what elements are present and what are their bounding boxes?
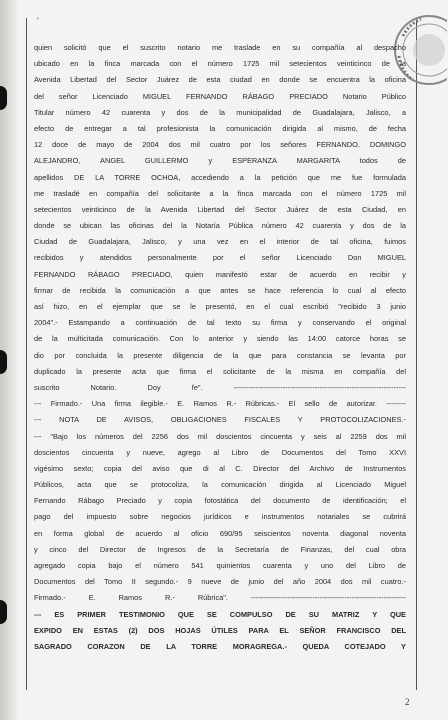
text-line: efecto de entregar a tal profesionista la comunicación dirigida al mismo, de fecha <box>34 123 406 133</box>
text-line: Firmado.- E. Ramos R.- Rúbrica". --------------------------------------------------------------- <box>34 593 406 603</box>
text-line: --- Firmado.- Una firma ilegible.- E. Ramos R.- Rúbricas.- El sello de autorizar. -------- <box>34 399 406 409</box>
text-line: Ciudad de Guadalajara, Jalisco, y una vez en el interior de tal oficina, fuimos <box>34 237 406 247</box>
text-line: ALEJANDRO, ANGEL GUILLERMO y ESPERANZA MARGARITA todos de <box>34 156 406 166</box>
right-margin-line <box>416 18 417 690</box>
text-line: duplicado la presente acta que firma el solicitante de la misma en compañía del <box>34 366 406 376</box>
text-line: pago del impuesto sobre negocios jurídicos e instrumentos notariales se cubrirá <box>34 512 406 522</box>
text-line: firmar de recibida la comunicación a que antes se hace referencia lo cual al efecto <box>34 285 406 295</box>
page-number: 2 <box>405 697 410 707</box>
text-line: quien solicitó que el suscrito notario me traslade en su compañía al despacho <box>34 43 406 52</box>
text-line: 2004".- Estampando a continuación de tal texto su firma y conservando el original <box>34 318 406 328</box>
text-line: donde se ubican las oficinas del la Notaría Pública número 42 cuarenta y dos de la <box>34 221 406 231</box>
text-line: del señor Licenciado MIGUEL FERNANDO RÁBAGO PRECIADO Notario Público <box>34 91 406 101</box>
text-line: EXPIDO EN ESTAS (2) DOS HOJAS ÚTILES PARA EL SEÑOR FRANCISCO DEL <box>34 625 406 635</box>
text-line: --- NOTA DE AVISOS, OBLIGACIONES FISCALES Y PROTOCOLIZACIONES.- <box>34 415 406 425</box>
left-margin-line <box>26 18 27 690</box>
text-line: y cinco del Director de Ingresos de la Secretaría de Finanzas, del cual obra <box>34 544 406 554</box>
top-mark: ' <box>37 16 39 26</box>
text-line: 12 doce de mayo de 2004 dos mil cuatro por los señores FERNANDO, DOMINGO <box>34 140 406 150</box>
text-line: dio por concluida la presente diligencia de la que para constancia se levanta por <box>34 350 406 360</box>
text-line: Públicos, acta que se protocoliza, la comunicación dirigida al Licenciado Miguel <box>34 480 406 490</box>
text-line: de la multicitada comunicación. Con lo anterior y siendo las 14:00 catorce horas se <box>34 334 406 344</box>
text-line: apellidos DE LA TORRE OCHOA, accediendo a la petición que me fue formulada <box>34 172 406 182</box>
text-line: doscientos cincuenta y nueve, agrego al Libro de Documentos del Tomo XXVI <box>34 447 406 457</box>
text-line: Documentos del Tomo II segundo.- 9 nueve de junio del año 2004 dos mil cuatro.- <box>34 577 406 587</box>
text-line: así hizo, en el ejemplar que se le presentó, en el cual escribió "recibido 3 junio <box>34 302 406 311</box>
text-line: --- ES PRIMER TESTIMONIO QUE SE COMPULSO DE SU MATRIZ Y QUE <box>34 609 406 619</box>
binder-hole-mark <box>0 600 7 624</box>
text-line: Fernando Rábago Preciado y copia fotostática del documento de identificación; el <box>34 496 406 506</box>
text-line: vigésimo sexto; copia del aviso que di al C. Director del Archivo de Instrumentos <box>34 463 406 473</box>
text-line: ubicado en la finca marcada con el número 1725 mil setecientos veinticinco de la <box>34 59 406 69</box>
text-line: --- "Bajo los números del 2256 dos mil doscientos cincuenta y seis al 2259 dos mil <box>34 431 406 441</box>
text-line: suscrito Notario. Doy fe". ---------------------------------------------------------------------- <box>34 382 406 392</box>
text-line: recibidos y atendidos personalmente por el señor Licenciado Don MIGUEL <box>34 253 406 263</box>
text-line: agregado copia bajo el número 541 quinientos cuarenta y uno del Libro de <box>34 561 406 570</box>
text-line: FERNANDO RÁBAGO PRECIADO, quien manifestó estar de acuerdo en recibir y <box>34 269 406 279</box>
text-line: setecientos veinticinco de la Avenida Libertad del Sector Juárez de esta Ciudad, en <box>34 204 406 214</box>
binder-hole-mark <box>0 86 7 110</box>
binder-hole-mark <box>0 350 7 374</box>
text-line: me trasladé en compañía del solicitante a la finca marcada con el número 1725 mil <box>34 188 406 198</box>
text-line: en forma global de acuerdo al oficio 690/95 seiscientos noventa diagonal noventa <box>34 528 406 538</box>
text-line: Avenida Libertad del Sector Juárez de esta ciudad en donde se encuentra la oficina <box>34 75 406 85</box>
text-line: SAGRADO CORAZON DE LA TORRE MORAGREGA.- QUEDA COTEJADO Y <box>34 641 406 651</box>
text-line: Titular número 42 cuarenta y dos de la municipalidad de Guadalajara, Jalisco, a <box>34 107 406 117</box>
document-body <box>34 40 406 655</box>
